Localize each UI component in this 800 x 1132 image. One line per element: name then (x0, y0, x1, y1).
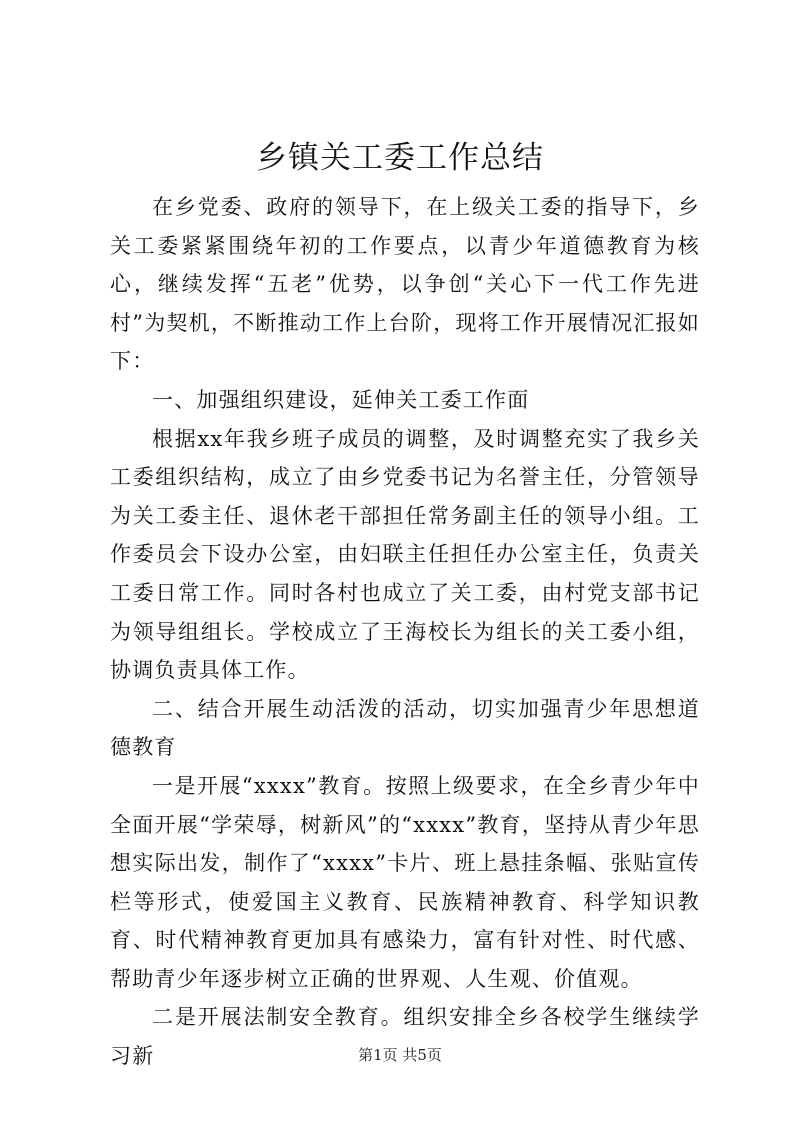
intro-paragraph: 在乡党委、政府的领导下，在上级关工委的指导下，乡关工委紧紧围绕年初的工作要点，以青少年道德教育为核心，继续发挥“五老”优势，以争创“关心下一代工作先进村”为契机，不断推动工作上台阶，现将工作开展情况汇报如下： (110, 195, 700, 374)
section-heading-1: 一、加强组织建设，延伸关工委工作面 (152, 387, 530, 412)
section-1-paragraph: 根据xx年我乡班子成员的调整，及时调整充实了我乡关工委组织结构，成立了由乡党委书记为名誉主任，分管领导为关工委主任、退休老干部担任常务副主任的领导小组。工作委员会下设办公室，由妇联主任担任办公室主任，负责关工委日常工作。同时各村也成立了关工委，由村党支部书记为领导组组长。学校成立了王海校长为组长的关工委小组，协调负责具体工作。 (110, 426, 700, 683)
document-title: 乡镇关工委工作总结 (256, 140, 544, 176)
page-number-footer: 第1页 共5页 (358, 1046, 442, 1064)
section-2-paragraph-2: 二是开展法制安全教育。组织安排全乡各校学生继续学习新 (110, 1005, 700, 1069)
section-2-paragraph-1: 一是开展“xxxx”教育。按照上级要求，在全乡青少年中全面开展“学荣辱，树新风”的“xxxx”教育，坚持从青少年思想实际出发，制作了“xxxx”卡片、班上悬挂条幅、张贴宣传栏等形式，使爱国主义教育、民族精神教育、科学知识教育、时代精神教育更加具有感染力，富有针对性、时代感、帮助青少年逐步树立正确的世界观、人生观、价值观。 (110, 773, 700, 991)
document-body (110, 188, 700, 1076)
section-heading-2: 二、结合开展生动活泼的活动，切实加强青少年思想道德教育 (110, 696, 700, 760)
